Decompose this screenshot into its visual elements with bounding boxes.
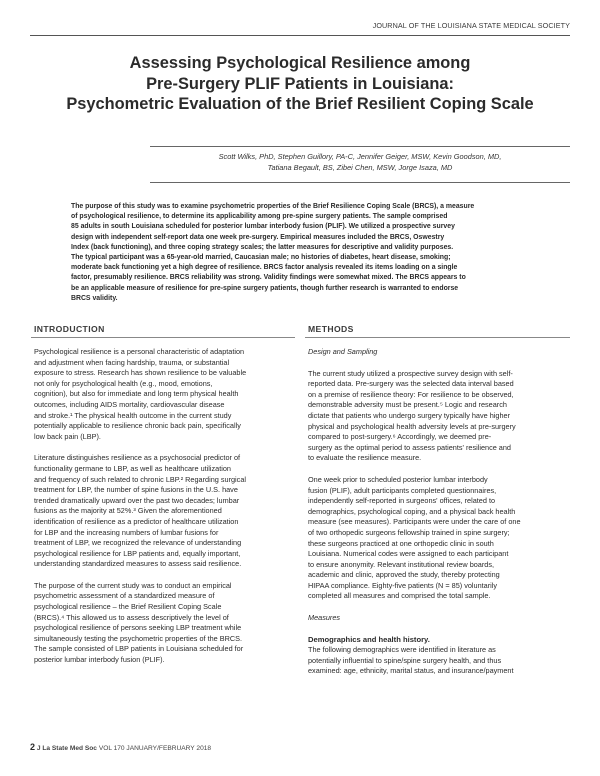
text-line: understanding standardized measures to assess said resilience. — [34, 559, 242, 569]
methods-body — [308, 347, 570, 677]
methods-paragraph-1 — [308, 369, 570, 464]
title-line: Pre-Surgery PLIF Patients in Louisiana: — [146, 74, 454, 93]
text-line: these surgeons practiced at one orthopedic clinic in south — [308, 538, 494, 548]
text-line: for LBP and the increasing numbers of lumbar fusions for — [34, 527, 219, 537]
text-line: fusion (PLIF), adult participants completed questionnaires, — [308, 485, 497, 495]
text-line: dictate that patients who undergo surgery typically have higher — [308, 410, 511, 420]
title-line: Assessing Psychological Resilience among — [129, 54, 471, 72]
journal-header: JOURNAL OF THE LOUISIANA STATE MEDICAL SOCIETY — [372, 21, 570, 30]
intro-paragraph-3 — [34, 581, 296, 666]
authors-rule-top — [150, 146, 570, 147]
text-line: demonstrable adversity must be present.⁵ Logic and research — [308, 400, 507, 410]
text-line: physical and psychological health adversity levels at pre-surgery — [308, 421, 516, 431]
text-line: and adjustment when facing hardship, trauma, or substantial — [34, 357, 230, 367]
introduction-rule — [31, 337, 295, 338]
text-line: Psychological resilience is a personal characteristic of adaptation — [34, 347, 245, 356]
text-line: The current study utilized a prospective survey design with self- — [308, 368, 513, 378]
text-line: The following demographics were identified in literature as — [308, 645, 496, 655]
intro-paragraph-1 — [34, 347, 296, 442]
text-line: potentially applicable to resilience chronic back pain, specifically — [34, 421, 241, 431]
text-line: psychometric assessment of a standardized measure of — [34, 591, 215, 601]
text-line: measure (see measures). Participants were under the care of one — [308, 517, 521, 527]
text-line: surgery as the optimal period to assess patients' resilience and — [308, 442, 511, 452]
text-line: independently self-reported in surgeons' offices, related to — [308, 496, 496, 506]
text-line: psychological resilience for LBP patients and, equally important, — [34, 548, 241, 558]
text-line: demographics, psychological coping, and a physical back health — [308, 506, 516, 516]
intro-paragraph-2 — [34, 453, 296, 570]
issue-info: VOL 170 JANUARY/FEBRUARY 2018 — [98, 745, 212, 752]
text-line: trended dramatically upward over the past two decades; lumbar — [34, 495, 240, 505]
authors-rule-bottom — [150, 182, 570, 183]
text-line: examined: age, ethnicity, marital status, and insurance/payment — [308, 666, 514, 676]
methods-paragraph-2 — [308, 475, 570, 602]
text-line: and stroke.¹ The physical health outcome in the current study — [34, 410, 232, 420]
text-line: potentially influential to spine/spine surgery health, and thus — [308, 655, 502, 665]
article-title — [40, 53, 560, 115]
text-line: One week prior to scheduled posterior lumbar interbody — [308, 474, 488, 484]
abstract-line: design with independent self-report data one week pre-surgery. Empirical measures included the BRCS, Oswestry — [71, 233, 445, 241]
text-line: completed all measures and comprised the total sample. — [308, 591, 491, 601]
author-list — [150, 151, 570, 173]
text-line: not only for psychological health (e.g., mood, emotions, — [34, 378, 213, 388]
abstract-line: The typical participant was a 65-year-old married, Caucasian male; no histories of diabetes, heart disease, smoking; — [71, 254, 451, 262]
text-line: The purpose of the current study was to conduct an empirical — [34, 580, 232, 590]
text-line: reported data. Pre-surgery was the selected data interval based — [308, 379, 514, 389]
text-line: of two orthopedic surgeons fellowship trained in spine surgery; — [308, 527, 510, 537]
text-line: Louisiana. Numerical codes were assigned to each participant — [308, 549, 509, 559]
text-line: cognition), but also for immediate and long term physical health — [34, 389, 239, 399]
abstract-line: 85 adults in south Louisiana scheduled for posterior lumbar interbody fusion (PLIF). We utilized a prospective survey — [71, 223, 455, 231]
text-line: treatment for LBP, the number of spine fusions in the U.S. have — [34, 485, 238, 495]
text-line: functionality germane to LBP, as well as healthcare utilization — [34, 463, 231, 473]
text-line: (BRCS).⁴ This allowed us to assess descriptively the level of — [34, 612, 229, 622]
demographics-subheading: Demographics and health history. — [308, 634, 430, 644]
methods-rule — [305, 337, 570, 338]
page-footer — [30, 742, 211, 752]
measures-subheading: Measures — [308, 613, 341, 623]
text-line: academic and clinic, approved the study, thereby protecting — [308, 570, 500, 580]
introduction-heading: INTRODUCTION — [34, 324, 105, 334]
text-line: The sample consisted of LBP patients in Louisiana scheduled for — [34, 644, 244, 654]
abstract-line: of psychological resilience, to determine its applicability among pre-spine surgery patients. The sample comprised — [71, 213, 448, 221]
journal-abbrev: J La State Med Soc — [36, 745, 97, 752]
text-line: on a premise of resilience theory: For resilience to be observed, — [308, 389, 514, 399]
text-line: fusions as the majority at 52%.³ Given the aforementioned — [34, 506, 222, 516]
abstract-line: Index (back functioning), and three coping strategy scales; the latter measures for descriptive and validity purposes. — [71, 243, 454, 251]
design-sampling-subheading: Design and Sampling — [308, 347, 378, 356]
abstract — [71, 202, 569, 304]
text-line: psychological resilience of persons seeking LBP treatment while — [34, 623, 242, 633]
abstract-line: factor, presumably resilience. BRCS reliability was strong. Validity findings were somewhat mixed. The BRCS appears to — [71, 274, 466, 282]
methods-heading: METHODS — [308, 324, 354, 334]
text-line: to ensure anonymity. Relevant institutional review boards, — [308, 559, 495, 569]
page-number: 2 — [30, 742, 36, 752]
text-line: posterior lumbar interbody fusion (PLIF). — [34, 655, 165, 665]
text-line: outcomes, including AIDS mortality, cardiovascular disease — [34, 399, 225, 409]
author-line: Tatiana Begault, BS, Zibei Chen, MSW, Jorge Isaza, MD — [267, 163, 453, 172]
title-line: Psychometric Evaluation of the Brief Resilient Coping Scale — [66, 95, 534, 113]
abstract-line: moderate back functioning yet a high degree of resilience. BRCS factor analysis revealed its items loading on a single — [71, 264, 458, 272]
text-line: HIPAA compliance. Eighty-five patients (N = 85) voluntarily — [308, 580, 498, 590]
abstract-line: be an applicable measure of resilience for pre-spine surgery patients, though further research is warranted to endorse — [71, 284, 459, 292]
text-line: and frequency of such related to chronic LBP.² Regarding surgical — [34, 474, 247, 484]
text-line: Literature distinguishes resilience as a psychosocial predictor of — [34, 453, 241, 463]
text-line: simultaneously testing the psychometric properties of the BRCS. — [34, 633, 243, 643]
text-line: identification of resilience as a predictor of healthcare utilization — [34, 516, 239, 526]
text-line: low back pain (LBP). — [34, 431, 101, 441]
text-line: compared to post-surgery.⁶ Accordingly, we deemed pre- — [308, 432, 492, 442]
abstract-line: BRCS validity. — [71, 294, 118, 302]
text-line: to evaluate the resilience measure. — [308, 453, 422, 463]
text-line: exposure to stress. Research has shown resilience to be valuable — [34, 368, 247, 378]
introduction-body — [34, 347, 296, 666]
author-line: Scott Wilks, PhD, Stephen Guillory, PA-C, Jennifer Geiger, MSW, Kevin Goodson, MD, — [218, 152, 502, 161]
abstract-line: The purpose of this study was to examine psychometric properties of the Brief Resilience Coping Scale (BRCS), a measure — [71, 203, 475, 210]
demographics-paragraph — [308, 645, 570, 677]
text-line: treatment of LBP, we recognized the relevance of understanding — [34, 538, 242, 548]
text-line: psychological resilience – the Brief Resilient Coping Scale — [34, 602, 222, 612]
header-rule — [30, 35, 570, 36]
